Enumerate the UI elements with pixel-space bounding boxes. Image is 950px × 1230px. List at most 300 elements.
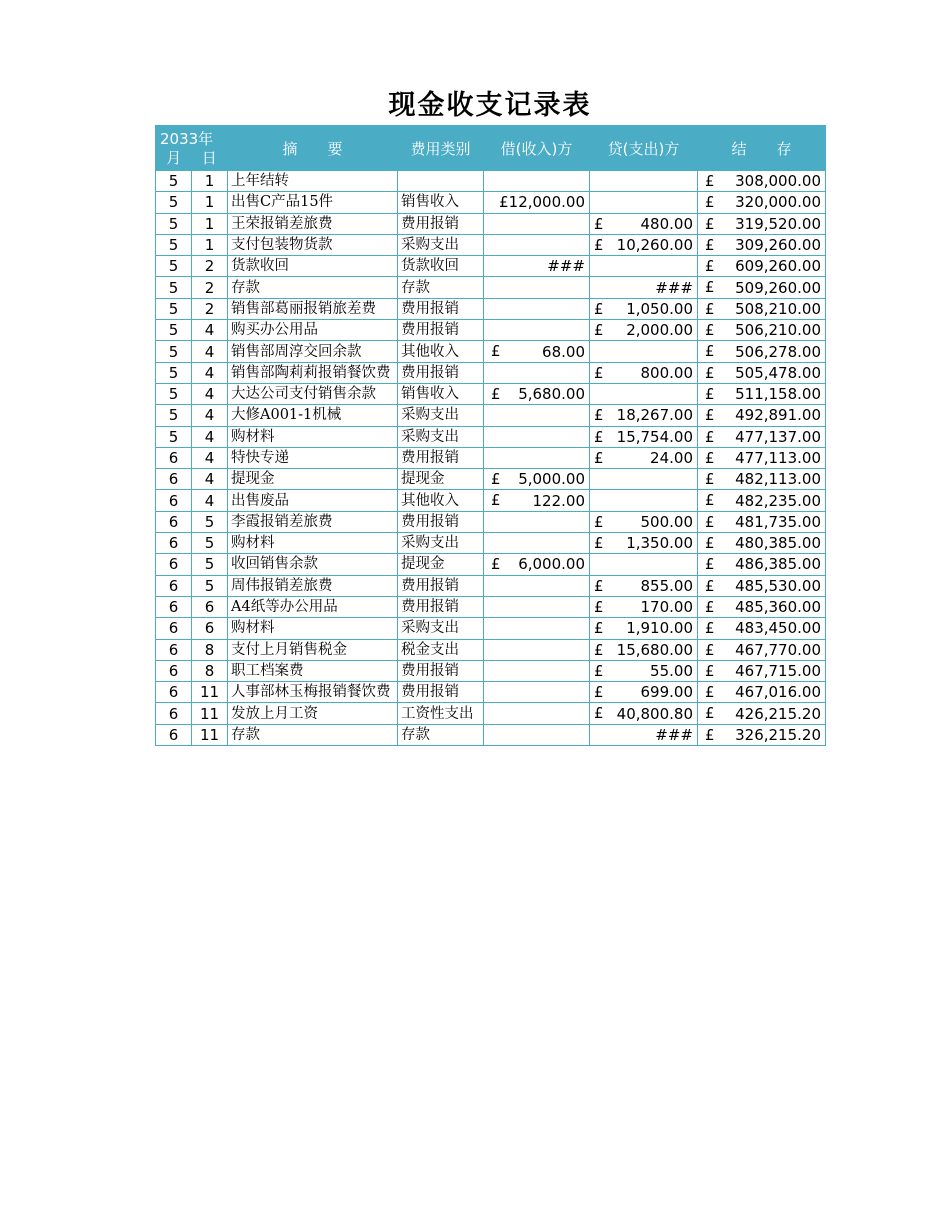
cell-summary[interactable]: 购材料 (228, 426, 398, 447)
amount-value: 40,800.80 (616, 704, 693, 723)
cell-expense[interactable] (590, 213, 698, 234)
cell-month[interactable]: 5 (156, 320, 192, 341)
amount-value: 482,235.00 (735, 491, 821, 510)
amount-value: 506,278.00 (735, 342, 821, 361)
currency-symbol: £ (594, 597, 604, 616)
cell-summary[interactable]: 周伟报销差旅费 (228, 575, 398, 596)
table-row (156, 171, 826, 192)
table-row (156, 469, 826, 490)
cell-type[interactable]: 费用报销 (398, 660, 484, 681)
cell-summary[interactable]: 提现金 (228, 469, 398, 490)
amount-value: 483,450.00 (735, 619, 821, 638)
cell-type[interactable]: 费用报销 (398, 575, 484, 596)
table-body (156, 171, 826, 746)
cell-balance[interactable] (698, 234, 826, 255)
cell-type[interactable]: 费用报销 (398, 320, 484, 341)
cell-day[interactable]: 4 (192, 490, 228, 511)
cell-expense[interactable] (590, 490, 698, 511)
cell-balance[interactable] (698, 405, 826, 426)
cell-day[interactable]: 11 (192, 724, 228, 745)
header-type[interactable]: 费用类别 (398, 126, 484, 171)
currency-symbol: £ (594, 448, 604, 467)
table-row (156, 298, 826, 319)
amount-value: 1,350.00 (626, 534, 693, 553)
cell-balance[interactable] (698, 341, 826, 362)
currency-symbol: £ (594, 299, 604, 318)
amount-value: 15,754.00 (616, 427, 693, 446)
amount-value: 1,050.00 (626, 299, 693, 318)
cell-balance[interactable] (698, 426, 826, 447)
cell-day[interactable]: 1 (192, 171, 228, 192)
cell-type[interactable]: 提现金 (398, 469, 484, 490)
amount-value: ### (547, 257, 585, 276)
currency-symbol: £ (594, 406, 604, 425)
currency-symbol: £ (594, 576, 604, 595)
cell-summary[interactable]: 存款 (228, 724, 398, 745)
header-day: 日 (201, 149, 217, 167)
amount-value: 800.00 (640, 363, 693, 382)
currency-symbol: £ (705, 704, 715, 723)
amount-value: 18,267.00 (616, 406, 693, 425)
cell-expense[interactable] (590, 660, 698, 681)
cell-expense[interactable] (590, 639, 698, 660)
table-row (156, 575, 826, 596)
cell-balance[interactable] (698, 383, 826, 404)
table-row (156, 234, 826, 255)
cell-balance[interactable] (698, 171, 826, 192)
cell-day[interactable]: 5 (192, 575, 228, 596)
cell-expense[interactable] (590, 554, 698, 575)
cell-month[interactable]: 5 (156, 256, 192, 277)
cell-day[interactable]: 2 (192, 298, 228, 319)
cell-balance[interactable] (698, 703, 826, 724)
cell-income[interactable] (484, 192, 590, 213)
cell-summary[interactable]: A4纸等办公用品 (228, 596, 398, 617)
cell-day[interactable]: 1 (192, 192, 228, 213)
cell-summary[interactable]: 销售部周淳交回余款 (228, 341, 398, 362)
cell-day[interactable]: 2 (192, 256, 228, 277)
cell-day[interactable]: 11 (192, 682, 228, 703)
cell-expense[interactable] (590, 533, 698, 554)
amount-value: 6,000.00 (518, 555, 585, 574)
cell-summary[interactable]: 销售部葛丽报销旅差费 (228, 298, 398, 319)
table-row (156, 256, 826, 277)
currency-symbol: £ (705, 299, 715, 318)
cell-summary[interactable]: 购买办公用品 (228, 320, 398, 341)
amount-value: 609,260.00 (735, 257, 821, 276)
cell-month[interactable]: 6 (156, 618, 192, 639)
cell-month[interactable]: 6 (156, 596, 192, 617)
cell-income[interactable] (484, 447, 590, 468)
cell-balance[interactable] (698, 575, 826, 596)
amount-value: 1,910.00 (626, 619, 693, 638)
cell-income[interactable] (484, 639, 590, 660)
table-row (156, 490, 826, 511)
table-row (156, 660, 826, 681)
cell-expense[interactable] (590, 405, 698, 426)
cell-balance[interactable] (698, 192, 826, 213)
cell-day[interactable]: 4 (192, 426, 228, 447)
cell-month[interactable]: 6 (156, 682, 192, 703)
cell-expense[interactable] (590, 618, 698, 639)
amount-value: £12,000.00 (499, 193, 585, 212)
cell-expense[interactable] (590, 298, 698, 319)
cell-summary[interactable]: 销售部陶莉莉报销餐饮费 (228, 362, 398, 383)
amount-value: 485,530.00 (735, 576, 821, 595)
amount-value: 2,000.00 (626, 321, 693, 340)
cell-month[interactable]: 6 (156, 660, 192, 681)
cell-type[interactable]: 采购支出 (398, 405, 484, 426)
cell-balance[interactable] (698, 533, 826, 554)
table-row (156, 596, 826, 617)
cell-month[interactable]: 6 (156, 724, 192, 745)
table-row (156, 682, 826, 703)
cell-month[interactable]: 5 (156, 213, 192, 234)
cell-month[interactable]: 5 (156, 426, 192, 447)
cell-type[interactable] (398, 171, 484, 192)
amount-value: 5,000.00 (518, 470, 585, 489)
currency-symbol: £ (705, 214, 715, 233)
cell-day[interactable]: 11 (192, 703, 228, 724)
cell-balance[interactable] (698, 298, 826, 319)
table-row (156, 533, 826, 554)
table-row (156, 426, 826, 447)
cell-day[interactable]: 4 (192, 362, 228, 383)
cell-balance[interactable] (698, 724, 826, 745)
cell-expense[interactable] (590, 362, 698, 383)
cell-type[interactable]: 税金支出 (398, 639, 484, 660)
cell-day[interactable]: 4 (192, 383, 228, 404)
amount-value: 309,260.00 (735, 236, 821, 255)
table-row (156, 554, 826, 575)
header-month: 月 (166, 149, 182, 167)
cell-balance[interactable] (698, 256, 826, 277)
cell-expense[interactable] (590, 596, 698, 617)
cell-month[interactable]: 5 (156, 277, 192, 298)
cell-balance[interactable] (698, 362, 826, 383)
cell-day[interactable]: 5 (192, 511, 228, 532)
amount-value: 481,735.00 (735, 512, 821, 531)
header-income[interactable]: 借(收入)方 (484, 126, 590, 171)
cell-summary[interactable]: 购材料 (228, 533, 398, 554)
currency-symbol: £ (594, 704, 604, 723)
amount-value: 506,210.00 (735, 321, 821, 340)
cell-month[interactable]: 5 (156, 192, 192, 213)
cell-month[interactable]: 6 (156, 447, 192, 468)
cell-month[interactable]: 6 (156, 511, 192, 532)
currency-symbol: £ (705, 491, 715, 510)
currency-symbol: £ (491, 470, 501, 489)
cell-expense[interactable] (590, 575, 698, 596)
cell-month[interactable]: 5 (156, 298, 192, 319)
currency-symbol: £ (705, 640, 715, 659)
cell-income[interactable] (484, 383, 590, 404)
currency-symbol: £ (705, 597, 715, 616)
table-row (156, 703, 826, 724)
header-balance[interactable]: 结 存 (698, 126, 826, 171)
cell-income[interactable] (484, 511, 590, 532)
currency-symbol: £ (705, 384, 715, 403)
currency-symbol: £ (594, 661, 604, 680)
currency-symbol: £ (705, 257, 715, 276)
cell-expense[interactable] (590, 511, 698, 532)
cell-expense[interactable] (590, 192, 698, 213)
cell-income[interactable] (484, 490, 590, 511)
cell-balance[interactable] (698, 511, 826, 532)
amount-value: 482,113.00 (735, 470, 821, 489)
currency-symbol: £ (705, 683, 715, 702)
amount-value: 5,680.00 (518, 385, 585, 404)
cell-type[interactable]: 销售收入 (398, 192, 484, 213)
amount-value: 15,680.00 (616, 640, 693, 659)
cell-income[interactable] (484, 660, 590, 681)
cell-expense[interactable] (590, 383, 698, 404)
currency-symbol: £ (705, 363, 715, 382)
cell-income[interactable] (484, 320, 590, 341)
table-row (156, 405, 826, 426)
cell-type[interactable]: 采购支出 (398, 426, 484, 447)
cell-income[interactable] (484, 596, 590, 617)
amount-value: 477,137.00 (735, 427, 821, 446)
cell-type[interactable]: 货款收回 (398, 256, 484, 277)
cell-summary[interactable]: 发放上月工资 (228, 703, 398, 724)
cell-income[interactable] (484, 213, 590, 234)
cell-day[interactable]: 4 (192, 447, 228, 468)
cell-type[interactable]: 费用报销 (398, 511, 484, 532)
cell-month[interactable]: 6 (156, 639, 192, 660)
cell-type[interactable]: 费用报销 (398, 682, 484, 703)
cell-summary[interactable]: 收回销售余款 (228, 554, 398, 575)
cell-type[interactable]: 存款 (398, 277, 484, 298)
cell-month[interactable]: 5 (156, 234, 192, 255)
header-date-cell[interactable] (156, 126, 228, 171)
amount-value: 467,715.00 (735, 661, 821, 680)
cell-day[interactable]: 2 (192, 277, 228, 298)
currency-symbol: £ (491, 555, 501, 574)
cell-income[interactable] (484, 341, 590, 362)
cell-type[interactable]: 费用报销 (398, 298, 484, 319)
cell-expense[interactable] (590, 277, 698, 298)
cell-day[interactable]: 4 (192, 469, 228, 490)
cell-income[interactable] (484, 171, 590, 192)
currency-symbol: £ (491, 491, 501, 510)
cell-type[interactable]: 工资性支出 (398, 703, 484, 724)
amount-value: 511,158.00 (735, 385, 821, 404)
table-row (156, 447, 826, 468)
currency-symbol: £ (594, 619, 604, 638)
cell-income[interactable] (484, 682, 590, 703)
cell-summary[interactable]: 大达公司支付销售余款 (228, 383, 398, 404)
currency-symbol: £ (594, 683, 604, 702)
cell-month[interactable]: 6 (156, 575, 192, 596)
cell-balance[interactable] (698, 618, 826, 639)
table-row (156, 383, 826, 404)
cell-expense[interactable] (590, 320, 698, 341)
cell-type[interactable]: 其他收入 (398, 341, 484, 362)
cell-summary[interactable]: 支付包装物货款 (228, 234, 398, 255)
cell-summary[interactable]: 出售C产品15件 (228, 192, 398, 213)
cell-summary[interactable]: 上年结转 (228, 171, 398, 192)
cell-balance[interactable] (698, 320, 826, 341)
cell-income[interactable] (484, 533, 590, 554)
currency-symbol: £ (705, 470, 715, 489)
amount-value: 426,215.20 (735, 704, 821, 723)
cell-month[interactable]: 5 (156, 362, 192, 383)
cell-summary[interactable]: 存款 (228, 277, 398, 298)
cell-summary[interactable]: 大修A001-1机械 (228, 405, 398, 426)
cell-income[interactable] (484, 703, 590, 724)
cell-balance[interactable] (698, 660, 826, 681)
cell-summary[interactable]: 购材料 (228, 618, 398, 639)
cell-summary[interactable]: 特快专递 (228, 447, 398, 468)
cell-month[interactable]: 6 (156, 469, 192, 490)
cell-income[interactable] (484, 575, 590, 596)
cell-expense[interactable] (590, 724, 698, 745)
amount-value: ### (655, 278, 693, 297)
cell-income[interactable] (484, 277, 590, 298)
currency-symbol: £ (705, 427, 715, 446)
cell-month[interactable]: 5 (156, 341, 192, 362)
cell-day[interactable]: 4 (192, 341, 228, 362)
amount-value: 480.00 (640, 214, 693, 233)
table-row (156, 618, 826, 639)
cell-income[interactable] (484, 256, 590, 277)
cell-month[interactable]: 5 (156, 171, 192, 192)
cell-income[interactable] (484, 724, 590, 745)
cell-type[interactable]: 销售收入 (398, 383, 484, 404)
cell-month[interactable]: 5 (156, 383, 192, 404)
cell-balance[interactable] (698, 682, 826, 703)
cell-summary[interactable]: 货款收回 (228, 256, 398, 277)
cell-income[interactable] (484, 405, 590, 426)
currency-symbol: £ (705, 534, 715, 553)
amount-value: 492,891.00 (735, 406, 821, 425)
cell-balance[interactable] (698, 213, 826, 234)
cell-expense[interactable] (590, 171, 698, 192)
cell-expense[interactable] (590, 703, 698, 724)
cell-summary[interactable]: 王荣报销差旅费 (228, 213, 398, 234)
cell-type[interactable]: 采购支出 (398, 533, 484, 554)
cell-income[interactable] (484, 362, 590, 383)
cell-summary[interactable]: 支付上月销售税金 (228, 639, 398, 660)
cell-summary[interactable]: 人事部林玉梅报销餐饮费 (228, 682, 398, 703)
currency-symbol: £ (705, 576, 715, 595)
cell-month[interactable]: 6 (156, 533, 192, 554)
table-row (156, 213, 826, 234)
header-expense[interactable]: 贷(支出)方 (590, 126, 698, 171)
cell-summary[interactable]: 出售废品 (228, 490, 398, 511)
cell-income[interactable] (484, 554, 590, 575)
cell-income[interactable] (484, 618, 590, 639)
cell-type[interactable]: 存款 (398, 724, 484, 745)
amount-value: 500.00 (640, 512, 693, 531)
cell-income[interactable] (484, 298, 590, 319)
amount-value: 24.00 (650, 449, 693, 467)
table-header (156, 126, 826, 171)
cell-day[interactable]: 4 (192, 405, 228, 426)
amount-value: 320,000.00 (735, 193, 821, 212)
currency-symbol: £ (705, 235, 715, 254)
amount-value: 467,016.00 (735, 683, 821, 702)
cell-type[interactable]: 提现金 (398, 554, 484, 575)
cell-month[interactable]: 6 (156, 554, 192, 575)
cell-day[interactable]: 8 (192, 639, 228, 660)
cell-type[interactable]: 采购支出 (398, 234, 484, 255)
table-row (156, 362, 826, 383)
amount-value: 855.00 (640, 576, 693, 595)
amount-value: 699.00 (640, 683, 693, 702)
cell-balance[interactable] (698, 639, 826, 660)
cell-balance[interactable] (698, 277, 826, 298)
cell-day[interactable]: 6 (192, 618, 228, 639)
cell-expense[interactable] (590, 447, 698, 468)
cell-balance[interactable] (698, 596, 826, 617)
currency-symbol: £ (705, 342, 715, 361)
cell-type[interactable]: 采购支出 (398, 618, 484, 639)
currency-symbol: £ (705, 193, 715, 212)
cell-income[interactable] (484, 426, 590, 447)
cell-balance[interactable] (698, 447, 826, 468)
table-row (156, 320, 826, 341)
cell-expense[interactable] (590, 341, 698, 362)
cell-type[interactable]: 费用报销 (398, 213, 484, 234)
currency-symbol: £ (705, 406, 715, 425)
cell-day[interactable]: 5 (192, 533, 228, 554)
cell-expense[interactable] (590, 469, 698, 490)
cell-day[interactable]: 1 (192, 213, 228, 234)
cell-income[interactable] (484, 469, 590, 490)
cell-type[interactable]: 费用报销 (398, 447, 484, 468)
amount-value: 308,000.00 (735, 172, 821, 191)
amount-value: 319,520.00 (735, 214, 821, 233)
cell-balance[interactable] (698, 490, 826, 511)
table-row (156, 277, 826, 298)
cell-expense[interactable] (590, 426, 698, 447)
cell-type[interactable]: 费用报销 (398, 362, 484, 383)
header-summary[interactable]: 摘 要 (228, 126, 398, 171)
amount-value: 10,260.00 (616, 236, 693, 255)
cell-balance[interactable] (698, 554, 826, 575)
cell-type[interactable]: 其他收入 (398, 490, 484, 511)
cell-day[interactable]: 4 (192, 320, 228, 341)
amount-value: 326,215.20 (735, 725, 821, 744)
cell-summary[interactable]: 李霞报销差旅费 (228, 511, 398, 532)
cell-day[interactable]: 6 (192, 596, 228, 617)
table-row (156, 639, 826, 660)
table-row (156, 192, 826, 213)
currency-symbol: £ (594, 363, 604, 382)
cell-summary[interactable]: 职工档案费 (228, 660, 398, 681)
currency-symbol: £ (491, 342, 501, 361)
cell-day[interactable]: 8 (192, 660, 228, 681)
cell-day[interactable]: 5 (192, 554, 228, 575)
cell-month[interactable]: 6 (156, 703, 192, 724)
cell-expense[interactable] (590, 234, 698, 255)
currency-symbol: £ (705, 448, 715, 467)
cash-record-table (155, 125, 826, 746)
amount-value: 509,260.00 (735, 278, 821, 297)
cell-income[interactable] (484, 234, 590, 255)
cell-month[interactable]: 6 (156, 490, 192, 511)
currency-symbol: £ (594, 214, 604, 233)
cell-type[interactable]: 费用报销 (398, 596, 484, 617)
cell-balance[interactable] (698, 469, 826, 490)
cell-day[interactable]: 1 (192, 234, 228, 255)
cell-expense[interactable] (590, 256, 698, 277)
table-row (156, 724, 826, 745)
cell-month[interactable]: 5 (156, 405, 192, 426)
cell-expense[interactable] (590, 682, 698, 703)
